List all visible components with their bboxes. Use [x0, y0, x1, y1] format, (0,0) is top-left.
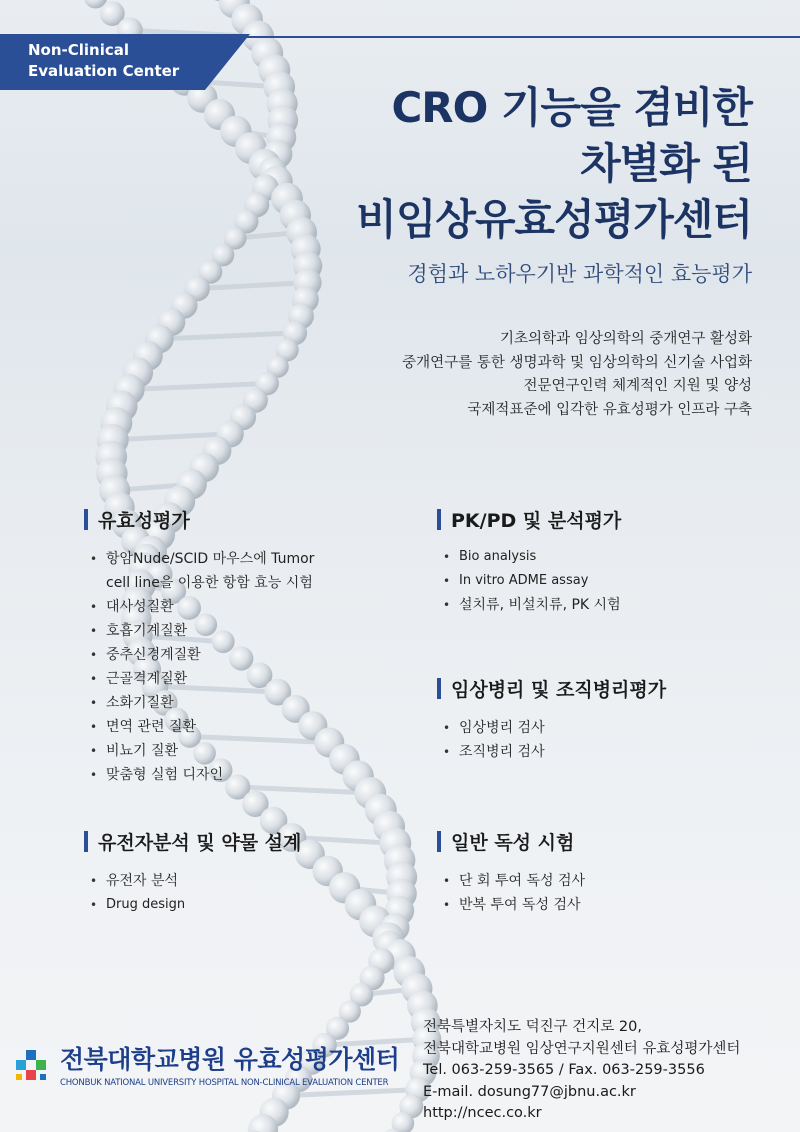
- list-item: • In vitro ADME assay: [437, 569, 621, 593]
- list-item: • 유전자 분석: [84, 869, 301, 893]
- address-line-2: 전북대학교병원 임상연구지원센터 유효성평가센터: [423, 1040, 741, 1057]
- list-item: • 조직병리 검사: [437, 740, 666, 764]
- list-item: • 맞춤형 실험 디자인: [84, 763, 314, 787]
- tag-line-2: Evaluation Center: [28, 62, 180, 80]
- mission-item: 국제적표준에 입각한 유효성평가 인프라 구축: [467, 401, 752, 418]
- section-bar: [437, 831, 441, 852]
- list-item: • 임상병리 검사: [437, 716, 666, 740]
- title-line-3: 비임상유효성평가센터: [356, 195, 752, 244]
- header-rule: [0, 36, 800, 38]
- list-item: • 호흡기계질환: [84, 619, 314, 643]
- genetics-list: [84, 869, 301, 917]
- section-title: 일반 독성 시험: [451, 832, 575, 854]
- mission-item: 기초의학과 임상의학의 중개연구 활성화: [500, 331, 752, 347]
- logo-english-name: CHONBUK NATIONAL UNIVERSITY HOSPITAL NON-CLINICAL EVALUATION CENTER: [60, 1078, 389, 1088]
- pathology-list: [437, 716, 666, 764]
- list-item: • Drug design: [84, 893, 301, 917]
- section-title: 유전자분석 및 약물 설계: [98, 832, 302, 854]
- section-genetics: [84, 828, 301, 917]
- section-bar: [84, 509, 88, 530]
- list-item: • 면역 관련 질환: [84, 715, 314, 739]
- page-title: [356, 80, 752, 248]
- list-item: • 비뇨기 질환: [84, 739, 314, 763]
- list-item: • 단 회 투여 독성 검사: [437, 869, 585, 893]
- list-item: • 반복 투여 독성 검사: [437, 893, 585, 917]
- list-item: • 항암Nude/SCID 마우스에 Tumor: [84, 547, 314, 571]
- list-item: cell line을 이용한 항함 효능 시험: [106, 575, 313, 591]
- address-line-1: 전북특별자치도 덕진구 건지로 20,: [423, 1019, 642, 1035]
- phone-fax: Tel. 063-259-3565 / Fax. 063-259-3556: [423, 1062, 705, 1078]
- title-line-1: CRO 기능을 겸비한: [391, 83, 752, 132]
- section-title: 임상병리 및 조직병리평가: [451, 679, 667, 701]
- logo-name: 전북대학교병원 유효성평가센터: [60, 1045, 400, 1074]
- mission-list: [402, 328, 752, 422]
- list-item: • 대사성질환: [84, 595, 314, 619]
- helix-rung: [129, 384, 267, 390]
- section-bar: [84, 831, 88, 852]
- email: E-mail. dosung77@jbnu.ac.kr: [423, 1083, 636, 1100]
- section-bar: [437, 509, 441, 530]
- contact-block: [423, 1017, 740, 1125]
- section-bar: [437, 678, 441, 699]
- helix-rung: [197, 283, 307, 289]
- page-subtitle: 경험과 노하우기반 과학적인 효능평가: [407, 262, 752, 286]
- mission-item: 전문연구인력 체계적인 지원 및 양성: [523, 378, 752, 394]
- tag-line-1: Non-Clinical: [28, 41, 130, 59]
- list-item: • 중추신경계질환: [84, 643, 314, 667]
- mission-item: 중개연구를 통한 생명과학 및 임상의학의 신기술 사업화: [402, 354, 752, 371]
- hospital-emblem-icon: [12, 1048, 52, 1088]
- title-line-2: 차별화 된: [580, 139, 752, 188]
- section-toxicity: [437, 828, 585, 917]
- section-pathology: [437, 675, 666, 764]
- list-item: • 근골격계질환: [84, 667, 314, 691]
- section-efficacy: [84, 506, 314, 787]
- toxicity-list: [437, 869, 585, 917]
- section-title: 유효성평가: [98, 510, 190, 532]
- center-tag-text: [28, 40, 179, 82]
- section-title: PK/PD 및 분석평가: [451, 510, 622, 532]
- pkpd-list: [437, 545, 621, 617]
- list-item: • 소화기질환: [84, 691, 314, 715]
- website-link[interactable]: http://ncec.co.kr: [423, 1105, 542, 1121]
- section-pkpd: [437, 506, 621, 617]
- list-item: • 설치류, 비설치류, PK 시험: [437, 593, 621, 617]
- helix-rung: [159, 333, 295, 339]
- helix-rung: [286, 1090, 418, 1096]
- list-item: • Bio analysis: [437, 545, 621, 569]
- efficacy-list: [84, 547, 314, 787]
